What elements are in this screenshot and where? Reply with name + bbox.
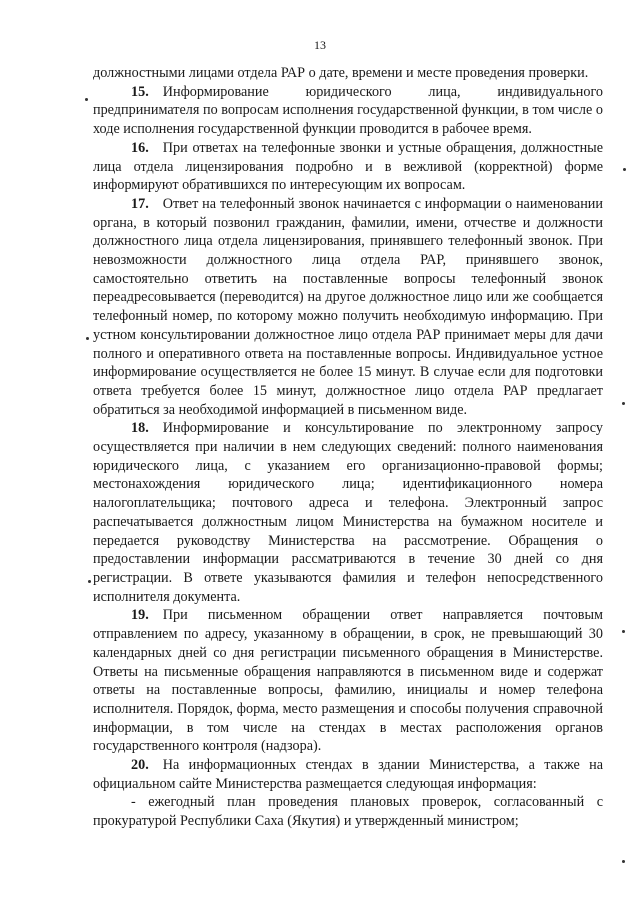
- scan-speck: [622, 630, 625, 633]
- scan-speck: [88, 580, 91, 583]
- paragraph-number: 19.: [131, 607, 149, 624]
- paragraph-text: Информирование юридического лица, индивидуального предпринимателя по вопросам исполнения государственной функции, в том числе о ходе исполнения государственной функции проводится в рабочее время.: [93, 83, 603, 138]
- paragraph-number: 20.: [131, 757, 149, 774]
- scan-speck: [622, 860, 625, 863]
- paragraph-17: [93, 195, 603, 419]
- paragraph-text: При письменном обращении ответ направляется почтовым отправлением по адресу, указанному в обращении, в срок, не превышающий 30 календарных дней со дня регистрации письменного обращения в Министерстве. Ответы на письменные обращения направляются в письменном виде и содержат ответы на поставленные вопросы, фамилию, инициалы и номер телефона исполнителя. Порядок, форма, место размещения и способы получения справочной информации, в том числе на стендах в местах расположения органов государственного контроля (надзора).: [93, 607, 603, 755]
- bullet-item: [93, 793, 603, 830]
- page-number: 13: [314, 38, 326, 52]
- document-body: [93, 64, 603, 831]
- paragraph-18: [93, 419, 603, 606]
- paragraph-19: [93, 606, 603, 756]
- paragraph-20: [93, 756, 603, 793]
- paragraph-text: При ответах на телефонные звонки и устные обращения, должностные лица отдела лицензирования подробно и в вежливой (корректной) форме информируют обратившихся по интересующим их вопросам.: [93, 139, 603, 194]
- scan-speck: [86, 337, 89, 340]
- paragraph-number: 18.: [131, 420, 149, 437]
- paragraph-text: Информирование и консультирование по электронному запросу осуществляется при наличии в нем следующих сведений: полного наименования юридического лица, с указанием его организационно-правовой формы; местонахождения юридического лица; идентификационного номера налогоплательщика; почтового адреса и телефона. Электронный запрос распечатывается должностным лицом Министерства на бумажном носителе и передается руководству Министерства на рассмотрение. Обращения о предоставлении информации рассматриваются в течение 30 дней со дня регистрации. В ответе указываются фамилия и телефон непосредственного исполнителя документа.: [93, 420, 603, 605]
- scan-speck: [85, 98, 88, 101]
- paragraph-text: Ответ на телефонный звонок начинается с информации о наименовании органа, в который позвонил гражданин, фамилии, имени, отчестве и должности должностного лица отдела лицензирования, принявшего телефонный звонок. При невозможности должностного лица отдела РАР, принявшего звонок, самостоятельно ответить на поставленные вопросы телефонный звонок переадресовывается (переводится) на другое должностное лицо или же сообщается телефонный номер, по которому можно получить необходимую информацию. При устном консультировании должностное лицо отдела РАР принимает меры для дачи полного и оперативного ответа на поставленные вопросы. Индивидуальное устное информирование осуществляется не более 15 минут. В случае если для подготовки ответа требуется более 15 минут, должностное лицо отдела РАР предлагает обратиться за необходимой информацией в письменном виде.: [93, 195, 603, 418]
- scan-speck: [622, 402, 625, 405]
- paragraph-number: 16.: [131, 139, 149, 156]
- paragraph-number: 15.: [131, 83, 149, 100]
- paragraph-16: [93, 139, 603, 195]
- scan-speck: [623, 168, 626, 171]
- paragraph-number: 17.: [131, 195, 149, 212]
- paragraph-text: - ежегодный план проведения плановых проверок, согласованный с прокуратурой Республики Саха (Якутия) и утвержденный министром;: [93, 794, 603, 830]
- paragraph-continuation: [93, 64, 603, 83]
- paragraph-text: должностными лицами отдела РАР о дате, времени и месте проведения проверки.: [93, 65, 589, 81]
- paragraph-15: [93, 83, 603, 139]
- paragraph-text: На информационных стендах в здании Министерства, а также на официальном сайте Министерства размещается следующая информация:: [93, 757, 603, 792]
